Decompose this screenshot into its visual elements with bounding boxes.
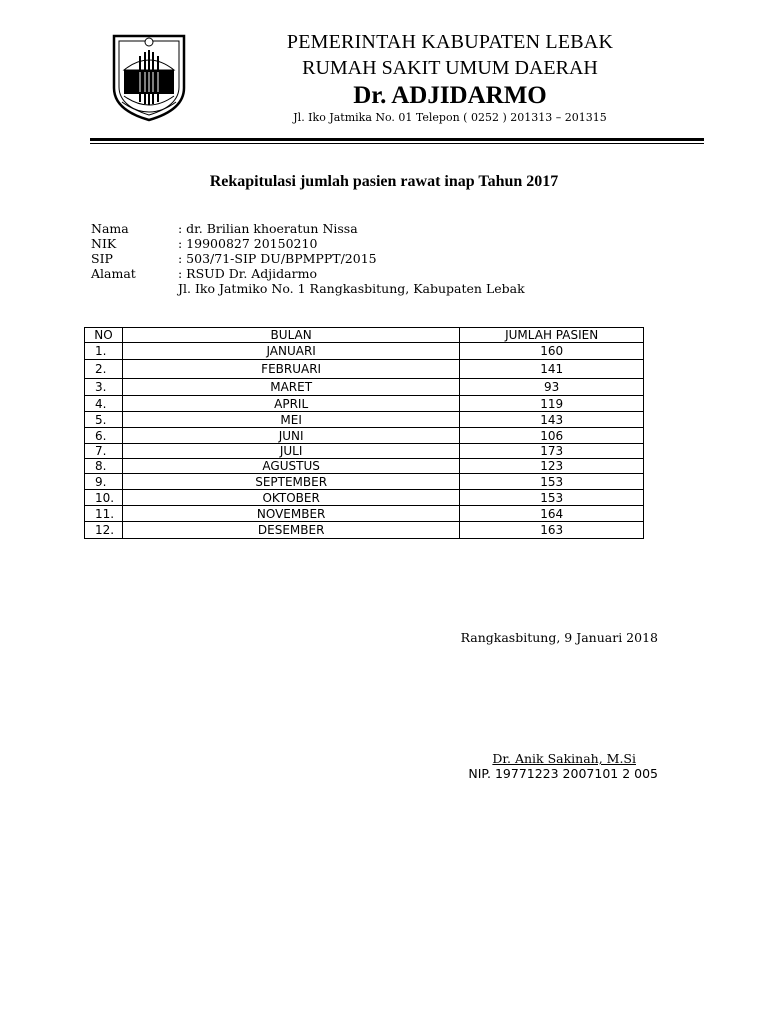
cell-bulan: FEBRUARI [122, 360, 459, 379]
cell-bulan: SEPTEMBER [122, 474, 459, 490]
header-rule-thick [90, 138, 704, 141]
identity-value: : RSUD Dr. Adjidarmo [178, 266, 317, 281]
table-row [85, 459, 644, 474]
cell-no: 7. [85, 444, 123, 459]
table-row [85, 396, 644, 412]
cell-no: 4. [85, 396, 123, 412]
identity-value: Jl. Iko Jatmiko No. 1 Rangkasbitung, Kabupaten Lebak [178, 281, 525, 296]
cell-bulan: JUNI [122, 428, 459, 444]
header-no: NO [85, 328, 123, 343]
cell-jumlah: 153 [460, 490, 644, 506]
header-jumlah: JUMLAH PASIEN [460, 328, 644, 343]
cell-bulan: OKTOBER [122, 490, 459, 506]
cell-bulan: MEI [122, 412, 459, 428]
cell-jumlah: 123 [460, 459, 644, 474]
table-row [85, 343, 644, 360]
patient-table [84, 327, 644, 539]
table-row [85, 506, 644, 522]
identity-row-nama [91, 221, 525, 236]
cell-bulan: AGUSTUS [122, 459, 459, 474]
table-row [85, 428, 644, 444]
cell-bulan: DESEMBER [122, 522, 459, 539]
cell-bulan: MARET [122, 379, 459, 396]
identity-row-nik [91, 236, 525, 251]
identity-row-alamat-cont [91, 281, 525, 296]
identity-label: NIK [91, 236, 117, 251]
identity-block [91, 221, 525, 296]
identity-row-sip [91, 251, 525, 266]
table-row [85, 412, 644, 428]
header-rule-thin [90, 143, 704, 144]
kop-line-government: PEMERINTAH KABUPATEN LEBAK [286, 31, 614, 53]
identity-value: : 503/71-SIP DU/BPMPPT/2015 [178, 251, 377, 266]
cell-no: 10. [85, 490, 123, 506]
table-row [85, 360, 644, 379]
document-title: Rekapitulasi jumlah pasien rawat inap Tahun 2017 [209, 173, 559, 190]
cell-no: 2. [85, 360, 123, 379]
cell-no: 11. [85, 506, 123, 522]
cell-jumlah: 141 [460, 360, 644, 379]
cell-no: 9. [85, 474, 123, 490]
cell-jumlah: 164 [460, 506, 644, 522]
cell-jumlah: 143 [460, 412, 644, 428]
cell-jumlah: 163 [460, 522, 644, 539]
cell-bulan: NOVEMBER [122, 506, 459, 522]
header-bulan: BULAN [122, 328, 459, 343]
lebak-regency-emblem-icon [110, 30, 188, 122]
identity-label: Alamat [91, 266, 136, 281]
identity-label: SIP [91, 251, 113, 266]
cell-jumlah: 106 [460, 428, 644, 444]
cell-jumlah: 160 [460, 343, 644, 360]
identity-value: : dr. Brilian khoeratun Nissa [178, 221, 358, 236]
cell-jumlah: 119 [460, 396, 644, 412]
identity-row-alamat [91, 266, 525, 281]
patient-table-wrapper [84, 327, 644, 539]
signatory-name: Dr. Anik Sakinah, M.Si [492, 751, 636, 766]
table-row [85, 490, 644, 506]
cell-no: 12. [85, 522, 123, 539]
cell-no: 3. [85, 379, 123, 396]
cell-jumlah: 153 [460, 474, 644, 490]
table-row [85, 379, 644, 396]
cell-jumlah: 93 [460, 379, 644, 396]
cell-bulan: JANUARI [122, 343, 459, 360]
table-row [85, 444, 644, 459]
identity-label [91, 281, 178, 296]
table-row [85, 474, 644, 490]
table-header-row [85, 328, 644, 343]
place-date: Rangkasbitung, 9 Januari 2018 [460, 630, 658, 645]
cell-no: 1. [85, 343, 123, 360]
cell-bulan: APRIL [122, 396, 459, 412]
identity-value: : 19900827 20150210 [178, 236, 318, 251]
kop-address: Jl. Iko Jatmika No. 01 Telepon ( 0252 ) 201313 – 201315 [293, 111, 607, 124]
cell-no: 6. [85, 428, 123, 444]
kop-line-hospital: RUMAH SAKIT UMUM DAERAH [302, 57, 598, 79]
cell-no: 8. [85, 459, 123, 474]
identity-label: Nama [91, 221, 129, 236]
cell-jumlah: 173 [460, 444, 644, 459]
table-row [85, 522, 644, 539]
cell-no: 5. [85, 412, 123, 428]
signatory-nip: NIP. 19771223 2007101 2 005 [468, 766, 658, 781]
cell-bulan: JULI [122, 444, 459, 459]
kop-line-name: Dr. ADJIDARMO [353, 82, 547, 109]
